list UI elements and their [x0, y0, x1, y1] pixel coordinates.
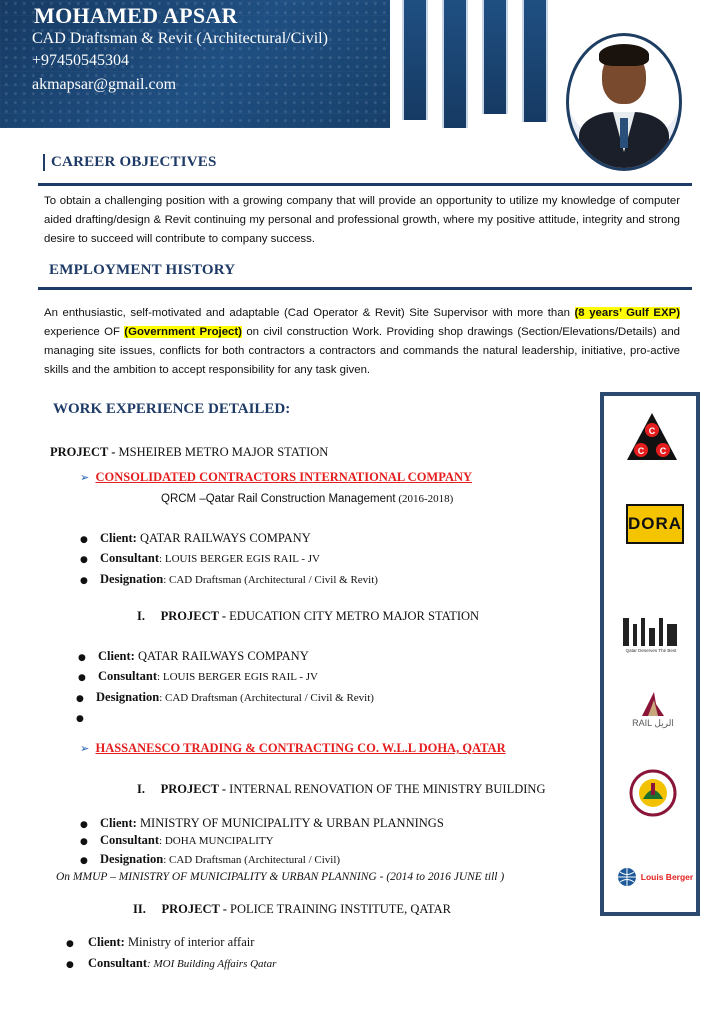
p3-client: Client: MINISTRY OF MUNICIPALITY & URBAN PLANNINGS — [100, 816, 444, 830]
phone-number: +97450545304 — [32, 52, 130, 69]
arrow-icon: ➢ — [80, 742, 90, 755]
bullet-icon: ● — [80, 820, 88, 830]
divider — [38, 287, 692, 290]
profile-photo — [566, 33, 682, 171]
svg-text:C: C — [648, 426, 656, 436]
work-experience-heading: WORK EXPERIENCE DETAILED: — [53, 401, 291, 417]
bullet-icon: ● — [80, 555, 88, 565]
bullet-icon: ● — [76, 694, 84, 704]
divider — [38, 183, 692, 186]
qatar-rail-logo: RAIL الريل — [624, 684, 682, 734]
candidate-title: CAD Draftsman & Revit (Architectural/Civil) — [32, 30, 328, 47]
bullet-icon: ● — [80, 837, 88, 847]
employment-text-part: An enthusiastic, self-motivated and adaptable (Cad Operator & Revit) Site Supervisor with more than — [44, 307, 575, 319]
strip — [402, 0, 428, 120]
p2-client: Client: QATAR RAILWAYS COMPANY — [98, 649, 309, 663]
louis-berger-logo: Louis Berger — [614, 862, 696, 892]
bullet-icon: ● — [80, 576, 88, 586]
company-hassanesco: ➢ HASSANESCO TRADING & CONTRACTING CO. W.L.L DOHA, QATAR — [80, 741, 506, 755]
p3-designation: Designation: CAD Draftsman (Architectural / Civil) — [100, 852, 341, 866]
p4-client: Client: Ministry of interior affair — [88, 935, 255, 949]
ccc-logo — [624, 410, 680, 466]
bullet-icon: ● — [80, 535, 88, 545]
government-project-highlight: (Government Project) — [124, 326, 242, 338]
p2-consultant: Consultant: LOUIS BERGER EGIS RAIL - JV — [98, 669, 318, 683]
strip — [442, 0, 468, 128]
strip — [482, 0, 508, 114]
header-strips — [390, 0, 580, 128]
email-address: akmapsar@gmail.com — [32, 76, 177, 93]
gulf-exp-highlight: (8 years’ Gulf EXP) — [574, 307, 681, 319]
project-ministry-renovation: I. PROJECT - INTERNAL RENOVATION OF THE MINISTRY BUILDING — [137, 782, 546, 796]
dora-logo: DORA — [626, 504, 684, 544]
ashghal-logo: Qatar Deserves The Best — [616, 608, 686, 660]
arrow-icon: ➢ — [80, 471, 90, 484]
company-ccc: ➢ CONSOLIDATED CONTRACTORS INTERNATIONAL COMPANY — [80, 470, 473, 484]
employment-text-part: experience OF — [44, 326, 125, 338]
p4-consultant: Consultant: MOI Building Affairs Qatar — [88, 956, 277, 970]
career-objectives-text: To obtain a challenging position with a growing company that will provide an opportunity to utilize my knowledge of computer aided drafting/design & Revit continuing my personal and professional growth, where my positive attitude, integrity and strong desire to succeed will contribute to company success. — [44, 195, 680, 245]
career-objectives-heading: CAREER OBJECTIVES — [51, 154, 217, 170]
qatar-emblem-logo — [628, 768, 678, 818]
bullet-icon: ● — [76, 714, 84, 724]
p1-designation: Designation: CAD Draftsman (Architectural / Civil & Revit) — [100, 572, 378, 586]
employment-history-text — [44, 304, 680, 380]
client-logos-panel — [600, 392, 700, 916]
bullet-icon: ● — [66, 960, 74, 970]
employment-history-heading: EMPLOYMENT HISTORY — [49, 262, 236, 278]
bullet-icon: ● — [78, 673, 86, 683]
project-education-city: I. PROJECT - EDUCATION CITY METRO MAJOR STATION — [137, 609, 480, 623]
mmup-note: On MMUP – MINISTRY OF MUNICIPALITY & URBAN PLANNING - (2014 to 2016 JUNE till ) — [56, 871, 505, 883]
bullet-icon: ● — [78, 653, 86, 663]
p1-consultant: Consultant: LOUIS BERGER EGIS RAIL - JV — [100, 551, 320, 565]
company-ccc-sub: QRCM –Qatar Rail Construction Management (2016-2018) — [161, 493, 454, 505]
candidate-name: MOHAMED APSAR — [34, 3, 238, 28]
svg-text:C: C — [637, 446, 645, 456]
p3-consultant: Consultant: DOHA MUNCIPALITY — [100, 833, 274, 847]
p1-client: Client: QATAR RAILWAYS COMPANY — [100, 531, 311, 545]
project-police-training: II. PROJECT - POLICE TRAINING INSTITUTE, QATAR — [133, 902, 451, 916]
p2-designation: Designation: CAD Draftsman (Architectural / Civil & Revit) — [96, 690, 374, 704]
employment-text-part: on civil construction Work. Providing shop drawings (Section/Elevations/Details) and managing site issues, conflicts for both contractors a contractors and commands the natural leadership, initiative, pro-active skills and the ambition to accept responsibility for any task given. — [44, 326, 680, 376]
svg-text:C: C — [659, 446, 667, 456]
bullet-icon: ● — [66, 939, 74, 949]
bullet-icon: ● — [80, 856, 88, 866]
strip — [522, 0, 548, 122]
heading-marker — [43, 154, 45, 171]
project-msheireb: PROJECT - MSHEIREB METRO MAJOR STATION — [50, 445, 329, 459]
